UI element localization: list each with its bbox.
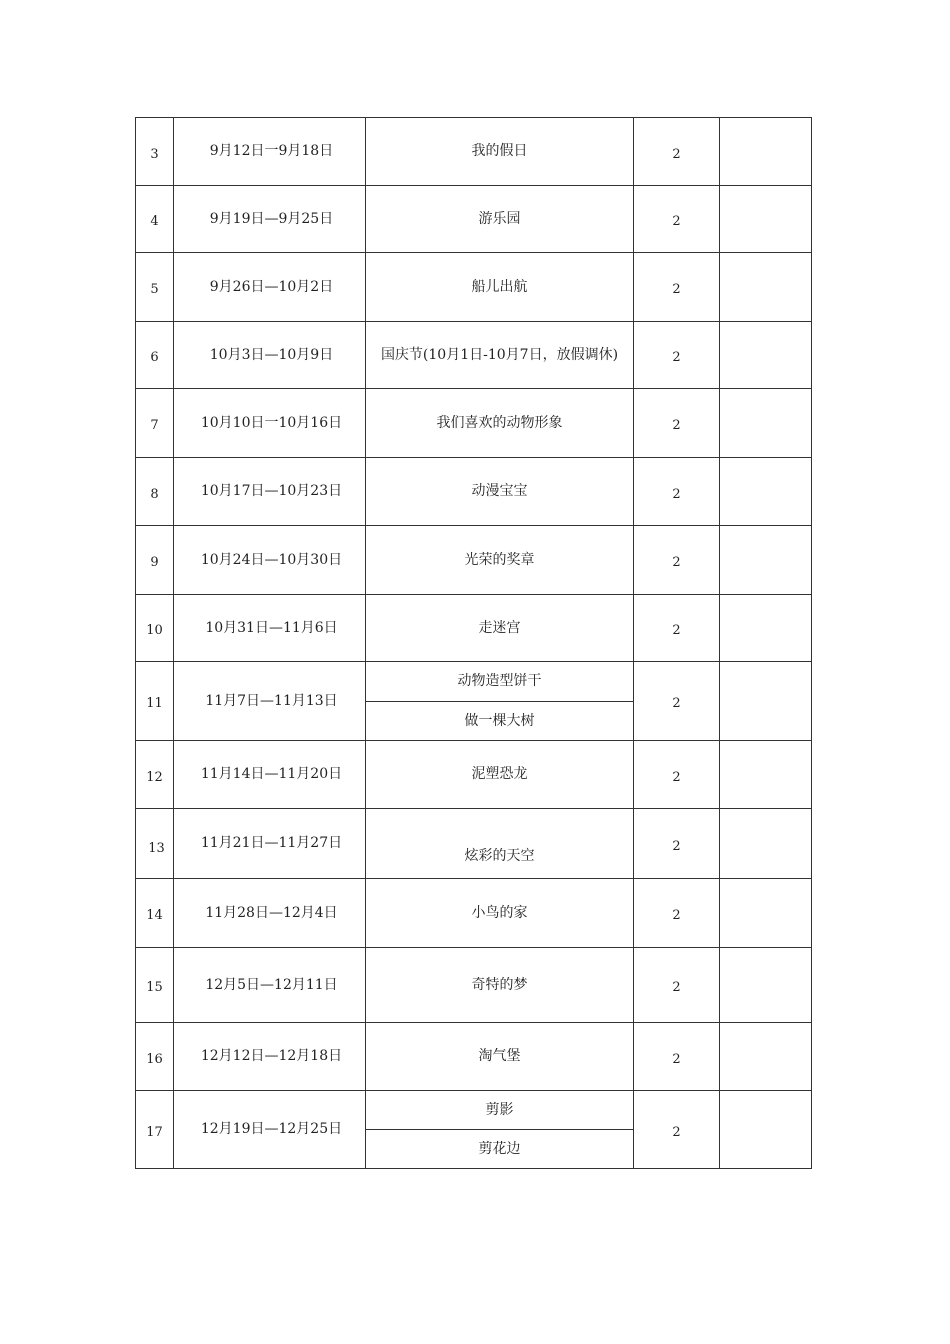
date-range: 10月10日一10月16日 — [174, 389, 366, 458]
lesson-topic: 剪花边 — [366, 1130, 634, 1169]
class-hours: 2 — [634, 322, 720, 389]
week-number: 15 — [136, 948, 174, 1023]
week-number: 16 — [136, 1023, 174, 1091]
note-cell — [720, 526, 812, 595]
week-number: 14 — [136, 879, 174, 948]
table-row — [136, 389, 812, 458]
class-hours: 2 — [634, 526, 720, 595]
date-range: 10月3日—10月9日 — [174, 322, 366, 389]
class-hours: 2 — [634, 186, 720, 253]
table-row — [136, 809, 812, 879]
date-range: 12月12日—12月18日 — [174, 1023, 366, 1091]
lesson-topic: 我的假日 — [366, 118, 634, 186]
class-hours: 2 — [634, 1023, 720, 1091]
table-row — [136, 1091, 812, 1130]
date-range: 10月31日—11月6日 — [174, 595, 366, 662]
lesson-topic: 泥塑恐龙 — [366, 741, 634, 809]
table-row — [136, 879, 812, 948]
week-number: 9 — [136, 526, 174, 595]
table-row — [136, 253, 812, 322]
table-row — [136, 1023, 812, 1091]
note-cell — [720, 1091, 812, 1169]
class-hours: 2 — [634, 253, 720, 322]
schedule-table — [135, 117, 812, 1169]
class-hours: 2 — [634, 809, 720, 879]
class-hours: 2 — [634, 662, 720, 741]
lesson-topic: 船儿出航 — [366, 253, 634, 322]
lesson-topic: 动漫宝宝 — [366, 458, 634, 526]
week-number: 3 — [136, 118, 174, 186]
lesson-topic: 淘气堡 — [366, 1023, 634, 1091]
week-number: 5 — [136, 253, 174, 322]
lesson-topic: 光荣的奖章 — [366, 526, 634, 595]
table-row — [136, 322, 812, 389]
date-range: 11月21日—11月27日 — [174, 809, 366, 879]
class-hours: 2 — [634, 389, 720, 458]
lesson-topic: 小鸟的家 — [366, 879, 634, 948]
lesson-topic: 做一棵大树 — [366, 702, 634, 741]
table-row — [136, 526, 812, 595]
week-number — [136, 809, 174, 879]
week-number: 8 — [136, 458, 174, 526]
class-hours: 2 — [634, 458, 720, 526]
note-cell — [720, 809, 812, 879]
table-row — [136, 186, 812, 253]
table-row — [136, 118, 812, 186]
note-cell — [720, 322, 812, 389]
lesson-topic: 动物造型饼干 — [366, 662, 634, 702]
lesson-topic: 炫彩的天空 — [366, 809, 634, 879]
date-range: 11月7日—11月13日 — [174, 662, 366, 741]
class-hours: 2 — [634, 741, 720, 809]
lesson-topic: 国庆节(10月1日-10月7日，放假调休) — [366, 322, 634, 389]
lesson-topic: 游乐园 — [366, 186, 634, 253]
lesson-topic: 剪影 — [366, 1091, 634, 1130]
table-row — [136, 948, 812, 1023]
note-cell — [720, 595, 812, 662]
lesson-topic: 我们喜欢的动物形象 — [366, 389, 634, 458]
note-cell — [720, 662, 812, 741]
class-hours: 2 — [634, 948, 720, 1023]
week-number: 11 — [136, 662, 174, 741]
week-number: 17 — [136, 1091, 174, 1169]
date-range: 12月5日—12月11日 — [174, 948, 366, 1023]
lesson-topic: 奇特的梦 — [366, 948, 634, 1023]
class-hours: 2 — [634, 118, 720, 186]
date-range: 10月24日—10月30日 — [174, 526, 366, 595]
date-range: 11月14日—11月20日 — [174, 741, 366, 809]
date-range: 12月19日—12月25日 — [174, 1091, 366, 1169]
class-hours: 2 — [634, 1091, 720, 1169]
week-number: 7 — [136, 389, 174, 458]
schedule-body — [136, 118, 812, 1169]
note-cell — [720, 389, 812, 458]
lesson-topic: 走迷宫 — [366, 595, 634, 662]
note-cell — [720, 741, 812, 809]
note-cell — [720, 1023, 812, 1091]
date-range: 11月28日—12月4日 — [174, 879, 366, 948]
class-hours: 2 — [634, 879, 720, 948]
note-cell — [720, 253, 812, 322]
week-number: 4 — [136, 186, 174, 253]
table-row — [136, 662, 812, 702]
week-number: 10 — [136, 595, 174, 662]
date-range: 9月12日一9月18日 — [174, 118, 366, 186]
table-row — [136, 458, 812, 526]
week-number-text: 13 — [148, 840, 165, 856]
class-hours: 2 — [634, 595, 720, 662]
note-cell — [720, 186, 812, 253]
week-number: 6 — [136, 322, 174, 389]
note-cell — [720, 118, 812, 186]
note-cell — [720, 879, 812, 948]
note-cell — [720, 458, 812, 526]
date-range: 9月19日—9月25日 — [174, 186, 366, 253]
date-range: 9月26日—10月2日 — [174, 253, 366, 322]
table-row — [136, 595, 812, 662]
week-number: 12 — [136, 741, 174, 809]
table-row — [136, 741, 812, 809]
date-range: 10月17日—10月23日 — [174, 458, 366, 526]
note-cell — [720, 948, 812, 1023]
